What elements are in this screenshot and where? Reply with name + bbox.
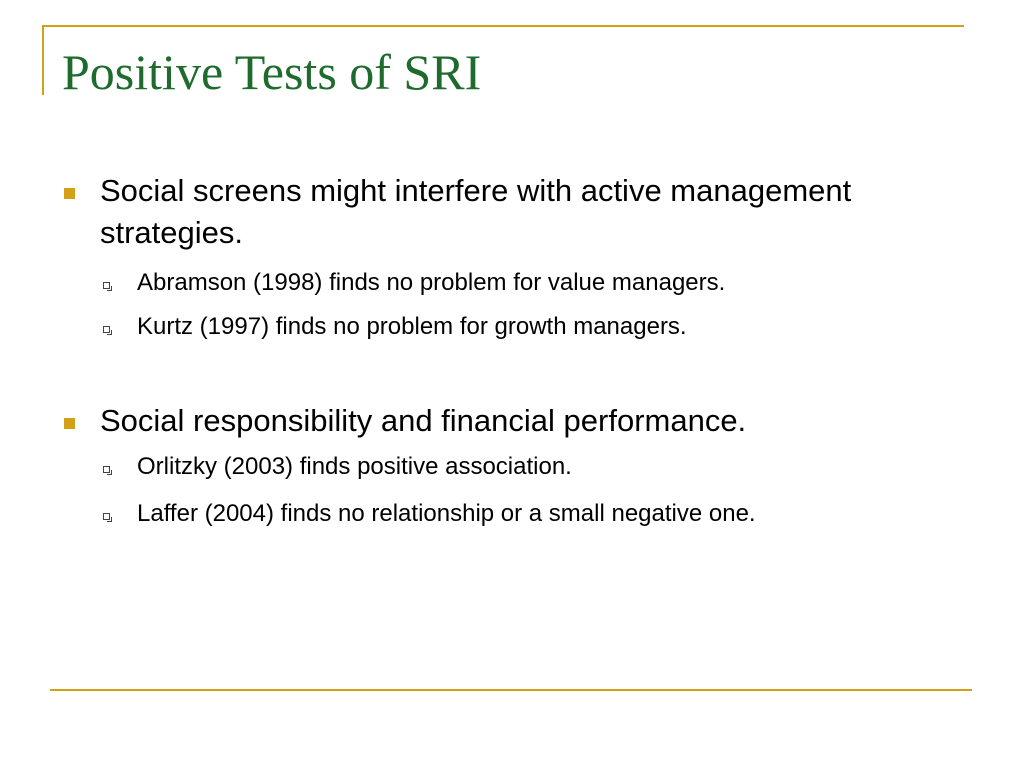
square-bullet-icon [64, 418, 75, 429]
sub-bullet-item: Orlitzky (2003) finds positive association. [137, 453, 572, 480]
hollow-square-bullet-icon [103, 282, 110, 289]
hollow-square-bullet-icon [103, 466, 110, 473]
square-bullet-icon [64, 188, 75, 199]
hollow-square-bullet-icon [103, 513, 110, 520]
sub-bullet-item: Abramson (1998) finds no problem for value managers. [137, 269, 726, 296]
sub-bullet-item: Kurtz (1997) finds no problem for growth managers. [137, 313, 687, 340]
bullet-item: Social responsibility and financial performance. [100, 403, 747, 438]
sub-bullet-item: Laffer (2004) finds no relationship or a small negative one. [137, 500, 756, 527]
slide-title: Positive Tests of SRI [62, 44, 482, 100]
hollow-square-bullet-icon [103, 326, 110, 333]
bullet-item: Social screens might interfere with active management strategies. [100, 173, 852, 250]
